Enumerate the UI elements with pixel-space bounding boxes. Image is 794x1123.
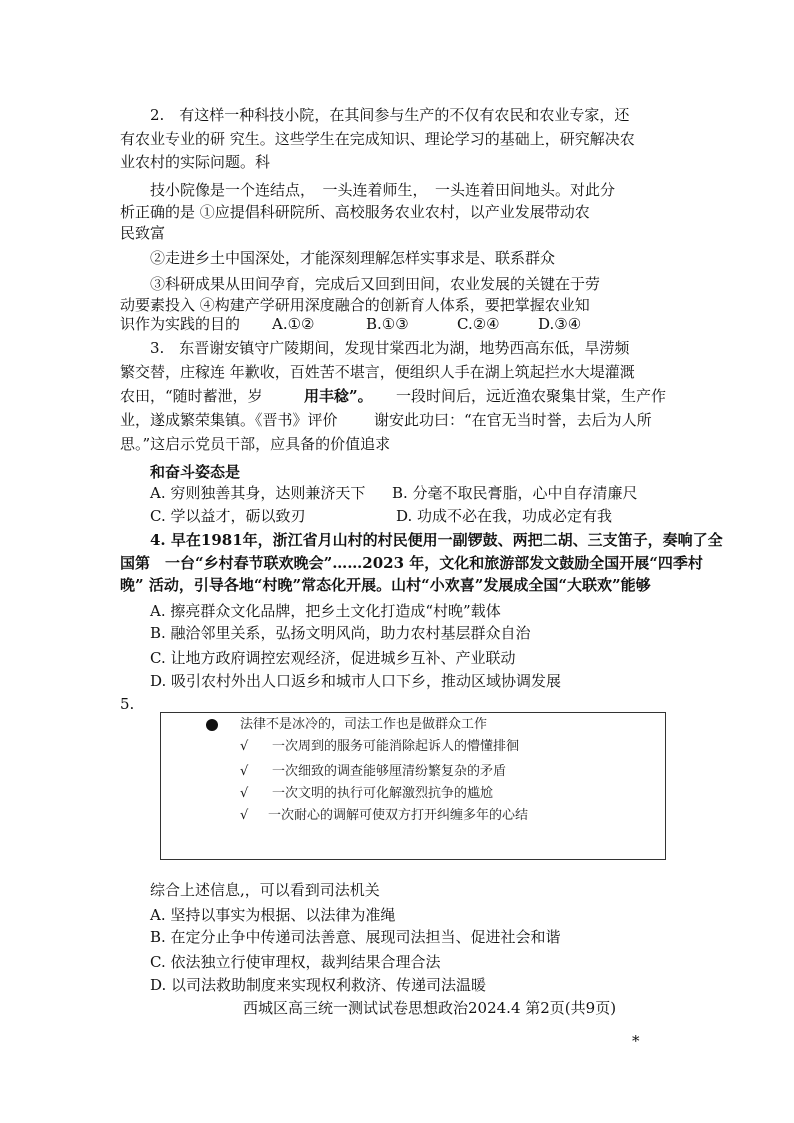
q5-box-item-3: 一次文明的执行可化解激烈抗争的尴尬 (272, 786, 494, 801)
bullet-dot-icon (206, 719, 218, 731)
q5-box-item-1: 一次周到的服务可能消除起诉人的懵懂排徊 (272, 739, 520, 754)
q2-line-1: 2. 有这样一种科技小院，在其间参与生产的不仅有农民和农业专家，还 (150, 106, 630, 124)
q5-stem: 综合上述信息,，可以看到司法机关 (150, 881, 380, 899)
q2-line-6: 民致富 (120, 224, 166, 242)
q3-line-2: 繁交替，庄稼连 年歉收，百姓苦不堪言，便组织人手在湖上筑起拦水大堤灌溉 (120, 363, 635, 381)
q5-box-heading: 法律不是冰冷的，司法工作也是做群众工作 (240, 717, 488, 732)
q3-option-d: D. 功成不必在我，功成必定有我 (396, 507, 613, 525)
q4-line-1: 4. 早在1981年，浙江省月山村的村民便用一副锣鼓、两把二胡、三支笛子，奏响了全 (150, 531, 723, 549)
q4-option-d: D. 吸引农村外出人口返乡和城市人口下乡，推动区域协调发展 (150, 672, 562, 690)
q5-option-c: C. 依法独立行使审理权，裁判结果合理合法 (150, 953, 441, 971)
q4-option-a: A. 擦亮群众文化品牌，把乡土文化打造成“村晚”载体 (150, 602, 501, 620)
q5-option-a: A. 坚持以事实为根据、以法律为准绳 (150, 906, 396, 924)
q2-option-c: C.②④ (457, 315, 500, 333)
q3-option-c: C. 学以益才，砺以致刃 (150, 507, 306, 525)
q4-line-3: 晚” 活动，引导各地“村晚”常态化开展。山村“小欢喜”发展成全国“大联欢”能够 (120, 576, 651, 594)
q3-option-b: B. 分毫不取民膏脂，心中自存清廉尺 (392, 484, 638, 502)
q2-option-d: D.③④ (538, 315, 582, 333)
q3-line-4b: 谢安此功曰：“在官无当时誉，去后为人所 (374, 411, 652, 429)
q2-line-10: 识作为实践的目的 (120, 315, 241, 333)
q4-line-2: 国第 一台“乡村春节联欢晚会”……2023 年，文化和旅游部发文鼓励全国开展“四季村 (120, 554, 703, 572)
q2-option-b: B.①③ (366, 315, 409, 333)
q4-option-b: B. 融洽邻里关系，弘扬文明风尚，助力农村基层群众自治 (150, 624, 531, 642)
check-icon: √ (240, 739, 249, 754)
check-icon: √ (240, 764, 249, 779)
q2-option-a: A.①② (272, 315, 315, 333)
check-icon: √ (240, 786, 249, 801)
q3-line-5: 思。”这启示党员干部，应具备的价值追求 (120, 435, 391, 453)
q3-line-3b: 用丰稔”。 (304, 387, 373, 405)
q5-option-b: B. 在定分止争中传递司法善意、展现司法担当、促进社会和谐 (150, 928, 561, 946)
check-icon: √ (240, 808, 249, 823)
page-footer: 西城区高三统一测试试卷思想政治2024.4 第2页(共9页) (243, 999, 617, 1017)
q5-option-d: D. 以司法救助制度来实现权利救济、传递司法温暖 (150, 976, 487, 994)
q3-line-3c: 一段时间后，远近渔农聚集甘棠，生产作 (396, 387, 667, 405)
q5-box-item-2: 一次细致的调查能够厘清纷繁复杂的矛盾 (272, 764, 507, 779)
q2-line-7: ②走进乡土中国深处，才能深刻理解怎样实事求是、联系群众 (150, 249, 556, 267)
q5-number: 5. (120, 695, 135, 713)
q3-line-1: 3. 东晋谢安镇守广陵期间，发现甘棠西北为湖，地势西高东低，旱涝频 (150, 339, 630, 357)
q2-line-3: 业农村的实际问题。科 (120, 153, 271, 171)
page-mark: * (632, 1032, 640, 1050)
q3-option-a: A. 穷则独善其身，达则兼济天下 (150, 484, 366, 502)
q2-line-8: ③科研成果从田间孕育，完成后又回到田间，农业发展的关键在于劳 (150, 275, 601, 293)
q3-line-6: 和奋斗姿态是 (150, 463, 241, 481)
q4-option-c: C. 让地方政府调控宏观经济，促进城乡互补、产业联动 (150, 649, 516, 667)
q5-box-item-4: 一次耐心的调解可使双方打开纠缠多年的心结 (268, 808, 529, 823)
q2-line-4: 技小院像是一个连结点， 一头连着师生， 一头连着田间地头。对此分 (150, 181, 616, 199)
q2-line-5: 析正确的是 ①应提倡科研院所、高校服务农业农村，以产业发展带动农 (120, 203, 590, 221)
q3-line-4a: 业，遂成繁荣集镇。《晋书》评价 (120, 411, 338, 429)
q2-line-9: 动要素投入 ④构建产学研用深度融合的创新育人体系，要把掌握农业知 (120, 296, 590, 314)
q2-line-2: 有农业专业的研 究生。这些学生在完成知识、理论学习的基础上，研究解决农 (120, 130, 635, 148)
q3-line-3a: 农田，“随时蓄泄，岁 (120, 387, 263, 405)
